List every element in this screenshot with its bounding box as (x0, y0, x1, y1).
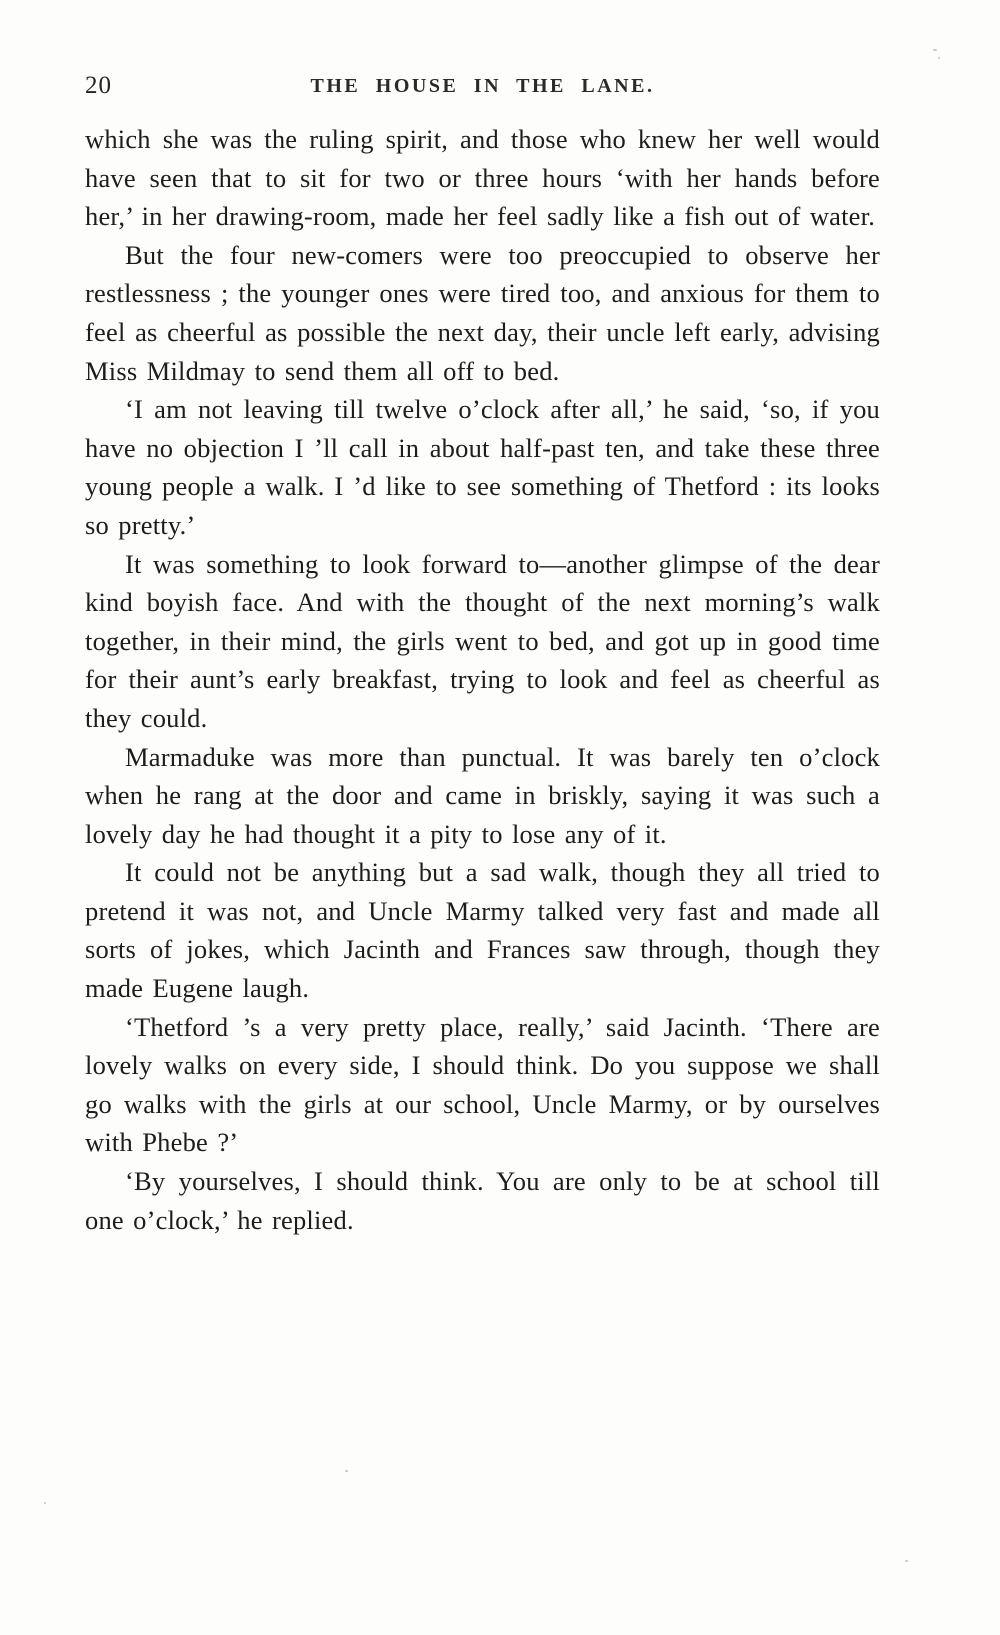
paragraph: Marmaduke was more than punctual. It was barely ten o’clock when he rang at the door and came in briskly, saying it was such a lovely day he had thought it a pity to lose any of it. (85, 741, 880, 849)
scan-artifact (44, 1502, 46, 1504)
scan-artifact (938, 57, 940, 59)
page-header (85, 72, 880, 106)
paragraph: It was something to look forward to—another glimpse of the dear kind boyish face. And with the thought of the next morning’s walk together, in their mind, the girls went to bed, and got up in good time for their aunt’s early breakfast, trying to look and feel as cheerful as they could. (85, 548, 880, 733)
scan-artifact (933, 49, 937, 51)
paragraph: which she was the ruling spirit, and those who knew her well would have seen that to sit for two or three hours ‘with her hands before her,’ in her drawing-room, made her feel sadly like a fish out of water. (85, 124, 880, 232)
page-body (85, 120, 880, 1239)
scan-artifact (905, 1560, 908, 1562)
paragraph: But the four new-comers were too preoccupied to observe her restlessness ; the younger ones were tired too, and anxious for them to feel as cheerful as possible the next day, their uncle left early, advising Miss Mildmay to send them all off to bed. (85, 239, 880, 386)
paragraph: ‘Thetford ’s a very pretty place, really,’ said Jacinth. ‘There are lovely walks on every side, I should think. Do you suppose we shall go walks with the girls at our school, Uncle Marmy, or by ourselves with Phebe ?’ (85, 1011, 880, 1158)
page-number: 20 (85, 72, 112, 99)
paragraph: ‘By yourselves, I should think. You are only to be at school till one o’clock,’ he replied. (85, 1166, 880, 1235)
paragraph: It could not be anything but a sad walk, though they all tried to pretend it was not, and Uncle Marmy talked very fast and made all sorts of jokes, which Jacinth and Frances saw through, though they made Eugene laugh. (85, 857, 880, 1004)
running-title: THE HOUSE IN THE LANE. (310, 75, 655, 97)
scan-artifact (345, 1470, 348, 1472)
paragraph: ‘I am not leaving till twelve o’clock after all,’ he said, ‘so, if you have no objection I ’ll call in about half-past ten, and take these three young people a walk. I ’d like to see something of Thetford : its looks so pretty.’ (85, 394, 880, 540)
